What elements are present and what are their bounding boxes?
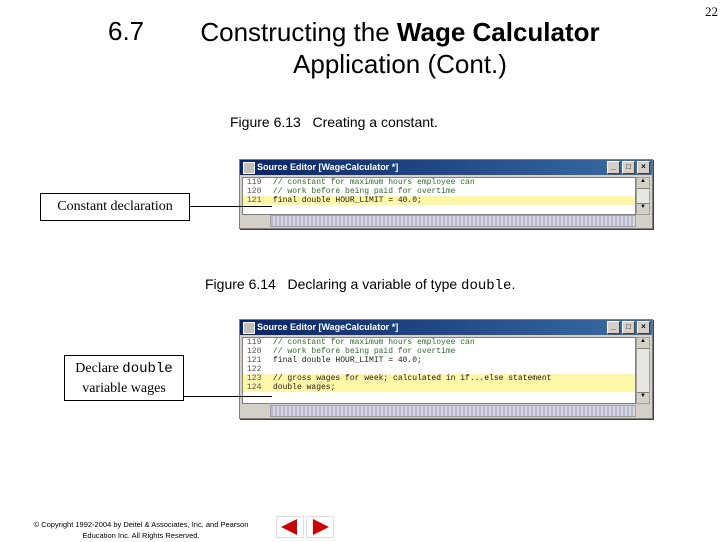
- line-number: 119: [247, 338, 262, 347]
- code-line[interactable]: [243, 356, 635, 365]
- code-text[interactable]: final double HOUR_LIMIT = 40.0;: [273, 356, 422, 365]
- triangle-left-icon: [277, 517, 303, 537]
- maximize-button[interactable]: □: [622, 321, 635, 334]
- code-line[interactable]: [243, 178, 635, 187]
- triangle-right-icon: [307, 517, 333, 537]
- figure-caption-1: [230, 114, 438, 130]
- code-area[interactable]: [242, 177, 636, 215]
- editor-app-icon: [243, 162, 255, 174]
- callout-leader-line: [188, 206, 272, 207]
- code-line[interactable]: [243, 187, 635, 196]
- scroll-up-icon[interactable]: ▲: [637, 338, 649, 349]
- code-line[interactable]: [243, 196, 635, 205]
- code-text[interactable]: // constant for maximum hours employee can: [273, 178, 475, 187]
- code-text[interactable]: // constant for maximum hours employee can: [273, 338, 475, 347]
- line-number: 119: [247, 178, 262, 187]
- editor-titlebar[interactable]: [240, 160, 652, 175]
- line-number: 121: [247, 356, 262, 365]
- title-prefix: Constructing the: [200, 17, 397, 47]
- line-number: 120: [247, 347, 262, 356]
- figure-caption-code: double: [461, 278, 512, 294]
- source-editor-window-1: [239, 159, 653, 229]
- figure-caption-text: Creating a constant.: [312, 114, 438, 130]
- section-number: 6.7: [108, 16, 145, 46]
- figure-number: Figure 6.14: [205, 276, 276, 292]
- code-line[interactable]: [243, 374, 635, 383]
- code-line[interactable]: [243, 365, 635, 374]
- scroll-down-icon[interactable]: ▼: [637, 392, 649, 403]
- line-number: 120: [247, 187, 262, 196]
- code-line[interactable]: [243, 338, 635, 347]
- code-text[interactable]: // work before being paid for overtime: [273, 347, 456, 356]
- copyright-line-2: Education Inc. All Rights Reserved.: [82, 531, 200, 540]
- code-text[interactable]: // work before being paid for overtime: [273, 187, 456, 196]
- callout-text-2: variable wages: [82, 381, 166, 396]
- copyright-line-1: © Copyright 1992-2004 by Deitel & Associates, Inc. and Pearson: [33, 520, 249, 529]
- maximize-button[interactable]: □: [622, 161, 635, 174]
- code-text[interactable]: // gross wages for week; calculated in if...else statement: [273, 374, 552, 383]
- title-bold: Wage Calculator: [396, 17, 600, 47]
- editor-app-icon: [243, 322, 255, 334]
- slide-number: 22: [705, 4, 718, 19]
- scroll-down-icon[interactable]: ▼: [637, 203, 649, 214]
- horizontal-scrollbar[interactable]: [270, 405, 636, 417]
- title-suffix: Application (Cont.): [293, 49, 507, 79]
- line-number: 121: [247, 196, 262, 205]
- callout-code: double: [122, 361, 173, 377]
- slide-title: [170, 16, 630, 80]
- scroll-up-icon[interactable]: ▲: [637, 178, 649, 189]
- editor-titlebar[interactable]: [240, 320, 652, 335]
- code-line[interactable]: [243, 347, 635, 356]
- code-area[interactable]: [242, 337, 636, 404]
- editor-title: Source Editor [WageCalculator *]: [257, 162, 399, 172]
- figure-caption-suffix: .: [511, 276, 516, 292]
- close-button[interactable]: ×: [637, 321, 650, 334]
- line-number: 123: [247, 374, 262, 383]
- minimize-button[interactable]: _: [607, 161, 620, 174]
- figure-number: Figure 6.13: [230, 114, 301, 130]
- vertical-scrollbar[interactable]: [636, 177, 650, 215]
- horizontal-scrollbar[interactable]: [270, 215, 636, 227]
- figure-caption-text: Declaring a variable of type: [287, 276, 462, 292]
- code-text[interactable]: [273, 365, 635, 374]
- line-number: 124: [247, 383, 262, 392]
- figure-caption-2: [205, 276, 515, 294]
- next-slide-button[interactable]: [306, 516, 334, 538]
- previous-slide-button[interactable]: [276, 516, 304, 538]
- code-text[interactable]: double wages;: [273, 383, 336, 392]
- callout-leader-line: [184, 396, 272, 397]
- minimize-button[interactable]: _: [607, 321, 620, 334]
- line-number: 122: [247, 365, 262, 374]
- callout-declare-double: [64, 355, 184, 401]
- code-line[interactable]: [243, 383, 635, 392]
- copyright-notice: [6, 519, 276, 541]
- source-editor-window-2: [239, 319, 653, 419]
- callout-constant-declaration: Constant declaration: [40, 193, 190, 221]
- close-button[interactable]: ×: [637, 161, 650, 174]
- vertical-scrollbar[interactable]: [636, 337, 650, 404]
- editor-title: Source Editor [WageCalculator *]: [257, 322, 399, 332]
- code-text[interactable]: final double HOUR_LIMIT = 40.0;: [273, 196, 422, 205]
- callout-text: Declare: [75, 361, 123, 376]
